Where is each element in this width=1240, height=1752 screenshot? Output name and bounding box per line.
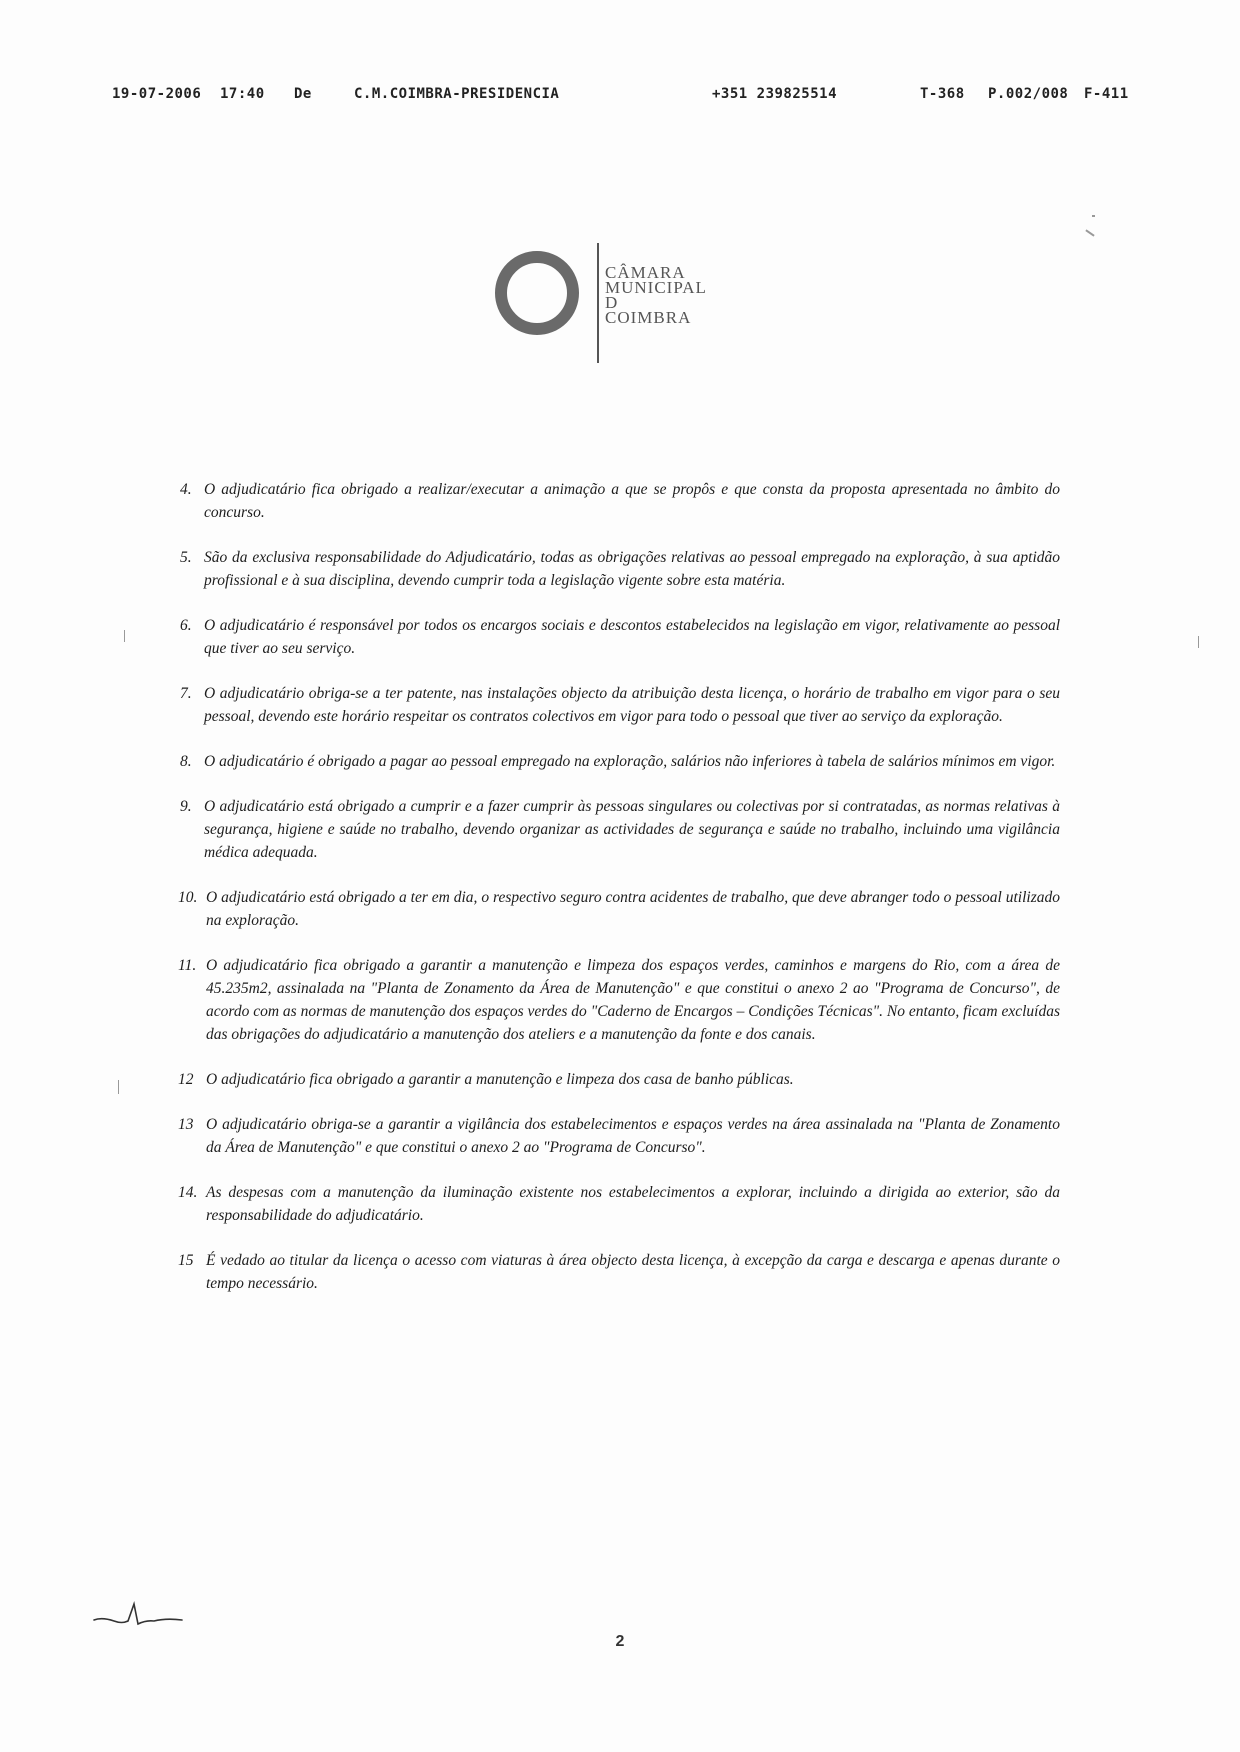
clause-number: 11. bbox=[178, 957, 197, 974]
clause-item bbox=[180, 614, 1060, 660]
clause-text: São da exclusiva responsabilidade do Adjudicatário, todas as obrigações relativas ao pessoal empregado na exploração, à sua aptidão profissional e à sua disciplina, devendo cumprir toda a legislação vigente sobre esta matéria. bbox=[204, 549, 1060, 589]
clause-number: 10. bbox=[178, 889, 198, 906]
clause-item bbox=[180, 682, 1060, 728]
fax-header bbox=[112, 86, 1132, 106]
clause-item bbox=[180, 795, 1060, 864]
fax-phone: +351 239825514 bbox=[712, 86, 838, 102]
clause-text: As despesas com a manutenção da iluminação existente nos estabelecimentos a explorar, incluindo a dirigida ao exterior, são da responsabilidade do adjudicatário. bbox=[206, 1184, 1060, 1224]
clause-item bbox=[180, 1068, 1060, 1091]
clause-number: 13 bbox=[178, 1116, 194, 1133]
clause-number: 4. bbox=[180, 481, 192, 498]
logo-line-4: COIMBRA bbox=[605, 308, 692, 327]
clause-text: O adjudicatário é obrigado a pagar ao pessoal empregado na exploração, salários não inferiores à tabela de salários mínimos em vigor. bbox=[204, 753, 1056, 770]
handwritten-signature bbox=[90, 1600, 210, 1630]
clause-text: O adjudicatário está obrigado a ter em dia, o respectivo seguro contra acidentes de trabalho, que deve abranger todo o pessoal utilizado na exploração. bbox=[206, 889, 1060, 929]
clause-number: 7. bbox=[180, 685, 192, 702]
clause-number: 8. bbox=[180, 753, 192, 770]
clause-item bbox=[180, 1249, 1060, 1295]
clause-text: O adjudicatário obriga-se a ter patente, nas instalações objecto da atribuição desta licença, o horário de trabalho em vigor para o seu pessoal, devendo este horário respeitar os contratos colectivos em vigor para todo o pessoal que tiver ao serviço da exploração. bbox=[204, 685, 1060, 725]
clause-item bbox=[180, 1113, 1060, 1159]
fax-page-code: P.002/008 bbox=[988, 86, 1069, 102]
fax-sender: C.M.COIMBRA-PRESIDENCIA bbox=[354, 86, 560, 102]
camara-municipal-logo bbox=[495, 243, 735, 363]
scan-speck bbox=[1198, 636, 1199, 648]
clause-number: 12 bbox=[178, 1071, 194, 1088]
scan-speck bbox=[1092, 215, 1095, 217]
scan-speck bbox=[124, 630, 125, 642]
fax-date: 19-07-2006 bbox=[112, 86, 202, 102]
clause-text: É vedado ao titular da licença o acesso com viaturas à área objecto desta licença, à excepção da carga e descarga e apenas durante o tempo necessário. bbox=[206, 1252, 1060, 1292]
clause-item bbox=[180, 954, 1060, 1046]
clause-text: O adjudicatário obriga-se a garantir a vigilância dos estabelecimentos e espaços verdes na área assinalada na "Planta de Zonamento da Área de Manutenção" e que constitui o anexo 2 ao "Programa de Concurso". bbox=[206, 1116, 1060, 1156]
logo-divider bbox=[597, 243, 599, 363]
fax-from-label: De bbox=[294, 86, 312, 102]
scan-speck bbox=[1085, 229, 1094, 236]
clause-number: 6. bbox=[180, 617, 192, 634]
clause-text: O adjudicatário é responsável por todos os encargos sociais e descontos estabelecidos na legislação em vigor, relativamente ao pessoal que tiver ao seu serviço. bbox=[204, 617, 1060, 657]
clause-list bbox=[180, 478, 1060, 1317]
logo-wordmark bbox=[605, 265, 707, 325]
page-number: 2 bbox=[615, 1633, 625, 1650]
clause-text: O adjudicatário fica obrigado a garantir a manutenção e limpeza dos casa de banho públicas. bbox=[206, 1071, 794, 1088]
logo-line-2: MUNICIPAL bbox=[605, 278, 707, 297]
clause-number: 14. bbox=[178, 1184, 198, 1201]
logo-ring-icon bbox=[495, 251, 579, 335]
clause-item bbox=[180, 750, 1060, 773]
clause-text: O adjudicatário fica obrigado a garantir a manutenção e limpeza dos espaços verdes, caminhos e margens do Rio, com a área de 45.235m2, assinalada na "Planta de Zonamento da Área de Manutenção" e que constitui o anexo 2 ao "Programa de Concurso", de acordo com as normas de manutenção dos espaços verdes do "Caderno de Encargos – Condições Técnicas". No entanto, ficam excluídas das obrigações do adjudicatário a manutenção dos ateliers e a manutenção da fonte e dos canais. bbox=[206, 957, 1060, 1043]
scan-speck bbox=[118, 1080, 119, 1094]
fax-time: 17:40 bbox=[220, 86, 265, 102]
clause-item bbox=[180, 478, 1060, 524]
fax-f-code: F-411 bbox=[1084, 86, 1129, 102]
clause-item bbox=[180, 886, 1060, 932]
logo-line-1: CÂMARA bbox=[605, 263, 686, 282]
clause-number: 15 bbox=[178, 1252, 194, 1269]
clause-text: O adjudicatário fica obrigado a realizar/executar a animação a que se propôs e que consta da proposta apresentada no âmbito do concurso. bbox=[204, 481, 1060, 521]
clause-item bbox=[180, 1181, 1060, 1227]
logo-line-3: D bbox=[605, 293, 619, 312]
clause-number: 5. bbox=[180, 549, 192, 566]
clause-item bbox=[180, 546, 1060, 592]
clause-text: O adjudicatário está obrigado a cumprir e a fazer cumprir às pessoas singulares ou colectivas por si contratadas, as normas relativas à segurança, higiene e saúde no trabalho, devendo organizar as actividades de segurança e saúde no trabalho, incluindo uma vigilância médica adequada. bbox=[204, 798, 1060, 861]
clause-number: 9. bbox=[180, 798, 192, 815]
fax-t-code: T-368 bbox=[920, 86, 965, 102]
